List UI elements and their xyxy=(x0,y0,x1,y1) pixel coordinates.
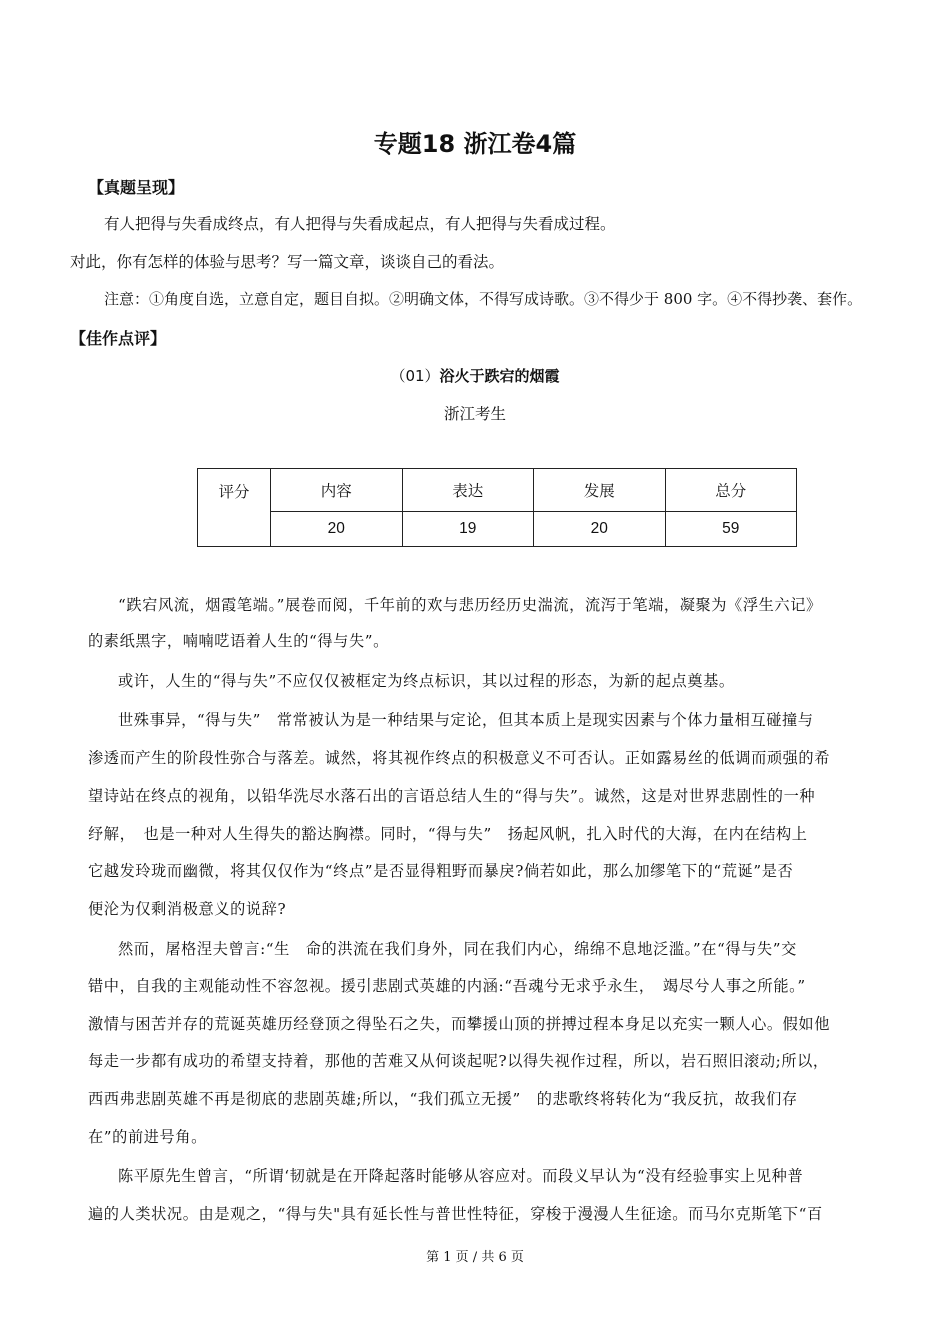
score-cell: 20 xyxy=(534,511,666,546)
body-line: 每走一步都有成功的希望支持着，那他的苦难又从何谈起呢?以得失视作过程，所以，岩石照旧滚动;所以， xyxy=(88,1052,829,1070)
score-row-header: 评分 xyxy=(198,469,271,547)
body-line: 渗透而产生的阶段性弥合与落差。诚然，将其视作终点的积极意义不可否认。正如露易丝的低调而顽强的希 xyxy=(88,749,831,767)
body-line: 西西弗悲剧英雄不再是彻底的悲剧英雄;所以，“我们孤立无援” 的悲歌终将转化为“我反抗，故我们存 xyxy=(88,1090,798,1108)
table-row xyxy=(198,511,797,546)
column-header: 内容 xyxy=(271,469,403,512)
score-cell: 19 xyxy=(402,511,534,546)
body-line: 的素纸黑字，喃喃呓语着人生的“得与失”。 xyxy=(88,632,389,650)
score-cell: 20 xyxy=(271,511,403,546)
body-line: 错中，自我的主观能动性不容忽视。援引悲剧式英雄的内涵:“吾魂兮无求乎永生， 竭尽兮人事之所能。” xyxy=(88,977,806,995)
essay-title xyxy=(0,365,950,386)
body-line: 遍的人类状况。由是观之，“得与失"具有延长性与普世性特征，穿梭于漫漫人生征途。而马尔克斯笔下“百 xyxy=(88,1205,823,1223)
prompt-line-3: 注意：①角度自选，立意自定，题目自拟。②明确文体，不得写成诗歌。③不得少于 800 字。④不得抄袭、套作。 xyxy=(104,290,863,308)
body-line: 它越发玲珑而幽微，将其仅仅作为“终点”是否显得粗野而暴戾?倘若如此，那么加缪笔下的“荒诞”是否 xyxy=(88,862,794,880)
prompt-line-2: 对此，你有怎样的体验与思考？写一篇文章，谈谈自己的看法。 xyxy=(70,253,505,271)
essay-author: 浙江考生 xyxy=(443,405,506,423)
body-line: 纾解， 也是一种对人生得失的豁达胸襟。同时，“得与失” 扬起风帆，扎入时代的大海，在内在结构上 xyxy=(88,825,808,843)
body-line: “跌宕风流，烟霞笔端。”展卷而阅，千年前的欢与悲历经历史湍流，流泻于笔端，凝聚为《浮生六记》 xyxy=(118,596,822,614)
column-header: 表达 xyxy=(402,469,534,512)
body-line: 世殊事异，“得与失” 常常被认为是一种结果与定论，但其本质上是现实因素与个体力量相互碰撞与 xyxy=(118,711,814,729)
section-heading-prompt: 【真题呈现】 xyxy=(88,178,185,197)
essay-number: （01） xyxy=(390,367,440,385)
body-line: 或许，人生的“得与失”不应仅仅被框定为终点标识，其以过程的形态，为新的起点奠基。 xyxy=(118,672,735,690)
body-line: 在”的前进号角。 xyxy=(88,1128,207,1146)
table-row xyxy=(198,469,797,512)
essay-name: 浴火于跌宕的烟霞 xyxy=(439,367,560,385)
page-title: 专题18 浙江卷4篇 xyxy=(373,130,577,158)
body-line: 便沦为仅剩消极意义的说辞? xyxy=(88,900,287,918)
body-line: 陈平原先生曾言，“所谓‘韧就是在开降起落时能够从容应对。而段义早认为“没有经验事实上见种普 xyxy=(118,1167,804,1185)
column-header: 总分 xyxy=(665,469,797,512)
section-heading-review: 【佳作点评】 xyxy=(70,329,167,348)
body-line: 激情与困苦并存的荒诞英雄历经登顶之得坠石之失，而攀援山顶的拼搏过程本身足以充实一颗人心。假如他 xyxy=(88,1015,831,1033)
column-header: 发展 xyxy=(534,469,666,512)
body-line: 望诗站在终点的视角，以铅华洗尽水落石出的言语总结人生的“得与失”。诚然，这是对世界悲剧性的一种 xyxy=(88,787,816,805)
score-table xyxy=(197,468,797,547)
prompt-line-1: 有人把得与失看成终点，有人把得与失看成起点，有人把得与失看成过程。 xyxy=(104,215,616,233)
score-cell: 59 xyxy=(665,511,797,546)
page-footer: 第 1 页 / 共 6 页 xyxy=(426,1250,524,1265)
body-line: 然而，屠格涅夫曾言:“生 命的洪流在我们身外，同在我们内心，绵绵不息地泛滥。”在“得与失”交 xyxy=(118,940,797,958)
